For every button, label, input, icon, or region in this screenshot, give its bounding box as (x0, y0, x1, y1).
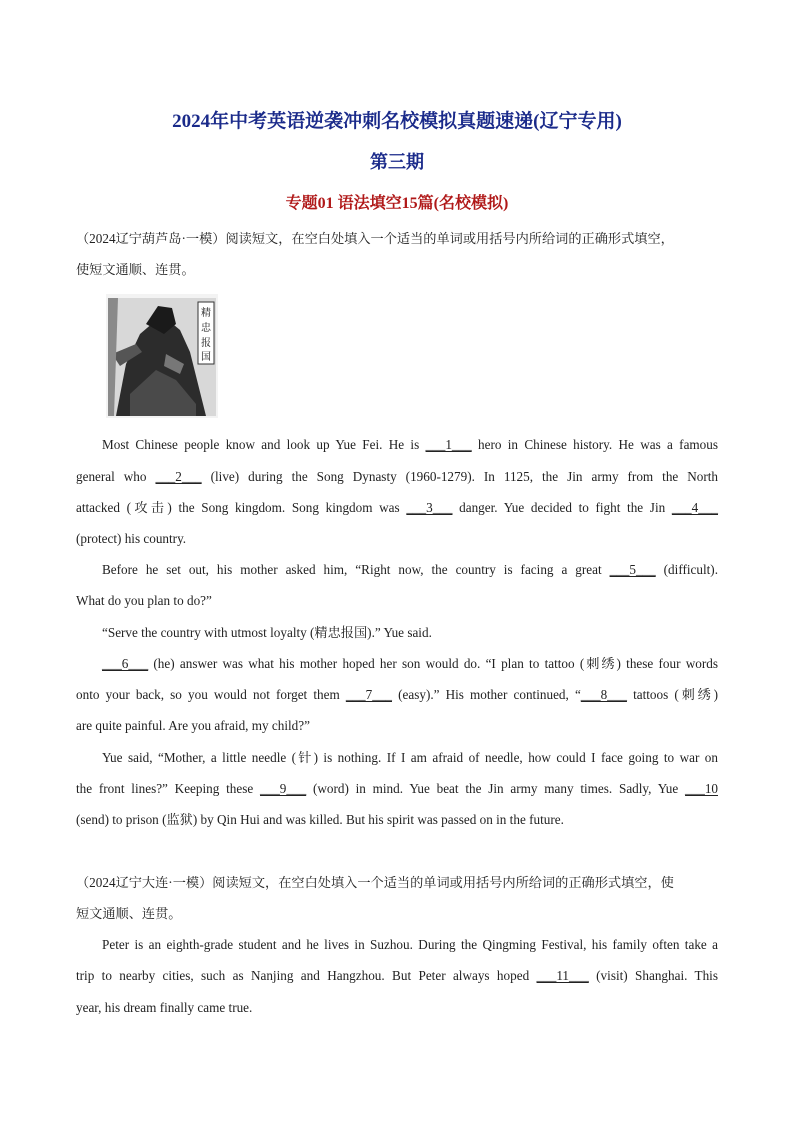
passage1-line13: (send) to prison (监狱) by Qin Hui and was killed. But his spirit was passed on in the future. (76, 812, 564, 827)
passage1-line12: the front lines?” Keeping these ___9___ (word) in mind. Yue beat the Jin army many times. Sadly, Yue ___10 (76, 781, 718, 796)
passage1-line2: general who ___2___ (live) during the Song Dynasty (1960-1279). In 1125, the Jin army from the North (76, 469, 719, 484)
blank-2[interactable]: ___2___ (155, 469, 202, 484)
passage2-instruction-line2: 短文通顺、连贯。 (76, 906, 182, 921)
document-title: 2024年中考英语逆袭冲刺名校模拟真题速递(辽宁专用) (172, 111, 622, 132)
yue-fei-illustration (106, 294, 218, 418)
issue-label: 第三期 (370, 152, 424, 172)
passage2-line1: Peter is an eighth-grade student and he lives in Suzhou. During the Qingming Festival, his family often take a (102, 937, 718, 952)
svg-text:忠: 忠 (201, 323, 211, 334)
blank-6[interactable]: ___6___ (102, 656, 149, 671)
passage2-line3: year, his dream finally came true. (76, 1000, 253, 1015)
blank-10[interactable]: ___10 (685, 781, 718, 796)
topic-heading: 专题01 语法填空15篇(名校模拟) (285, 195, 509, 212)
passage1-line9: onto your back, so you would not forget them ___7___ (easy).” His mother continued, “___8___ tattoos (刺绣) (76, 687, 718, 702)
blank-8[interactable]: ___8___ (580, 687, 627, 702)
svg-text:精: 精 (201, 308, 211, 319)
passage1-line3: attacked (攻击) the Song kingdom. Song kingdom was ___3___ danger. Yue decided to fight the Jin ___4___ (76, 500, 719, 515)
passage1-instruction-line1: （2024辽宁葫芦岛·一模）阅读短文，在空白处填入一个适当的单词或用括号内所给词的正确形式填空， (76, 231, 674, 246)
blank-11[interactable]: ___11___ (536, 968, 589, 983)
blank-7[interactable]: ___7___ (345, 687, 392, 702)
blank-5[interactable]: ___5___ (609, 562, 656, 577)
svg-text:报: 报 (201, 338, 211, 349)
passage1-line8: ___6___ (he) answer was what his mother hoped her son would do. “I plan to tattoo (刺绣) these four words (102, 656, 718, 671)
passage1-line1: Most Chinese people know and look up Yue Fei. He is ___1___ hero in Chinese history. He was a famous (102, 437, 719, 452)
passage1-line5: Before he set out, his mother asked him, “Right now, the country is facing a great ___5___ (difficult). (102, 562, 718, 577)
passage1-line11: Yue said, “Mother, a little needle (针) is nothing. If I am afraid of needle, how could I face going to war on (102, 750, 718, 765)
blank-3[interactable]: ___3___ (406, 500, 453, 515)
passage1-line4: (protect) his country. (76, 531, 187, 546)
passage2-instruction-line1: （2024辽宁大连·一模）阅读短文，在空白处填入一个适当的单词或用括号内所给词的正确形式填空，使 (76, 875, 674, 890)
passage2-line2: trip to nearby cities, such as Nanjing and Hangzhou. But Peter always hoped ___11___ (visit) Shanghai. This (76, 968, 718, 983)
blank-1[interactable]: ___1___ (425, 437, 472, 452)
blank-4[interactable]: ___4___ (671, 500, 719, 515)
passage1-line10: are quite painful. Are you afraid, my child?” (76, 718, 310, 733)
passage1-line7: “Serve the country with utmost loyalty (精忠报国).” Yue said. (102, 625, 432, 640)
blank-9[interactable]: ___9___ (260, 781, 307, 796)
svg-text:国: 国 (201, 352, 211, 363)
yue-fei-image (106, 294, 218, 418)
passage1-line6: What do you plan to do?” (76, 593, 212, 608)
passage1-instruction-line2: 使短文通顺、连贯。 (76, 262, 195, 277)
